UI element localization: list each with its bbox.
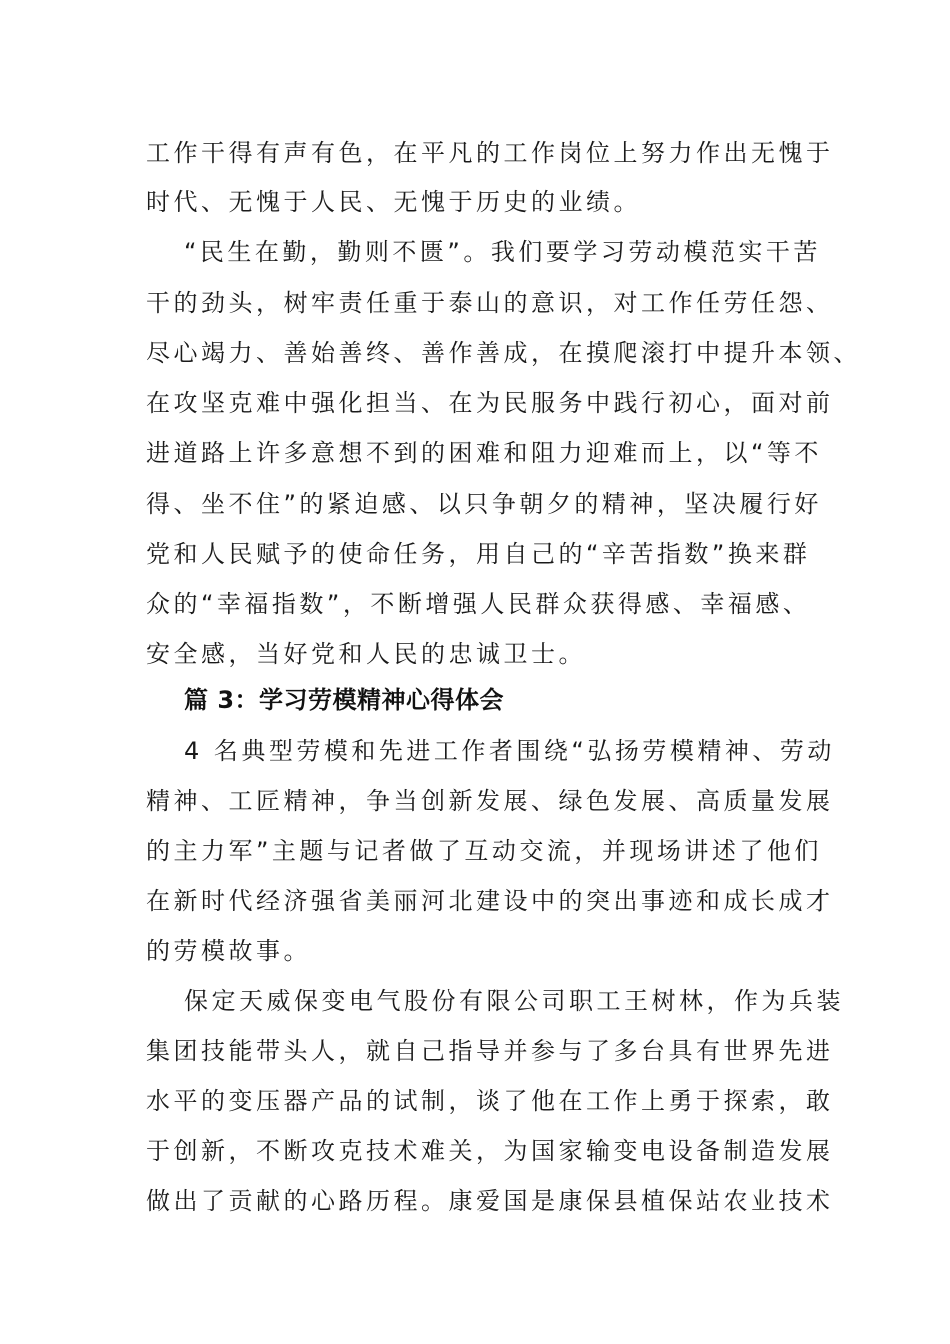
text-line: 集团技能带头人，就自己指导并参与了多台具有世界先进 xyxy=(146,1037,834,1065)
text-line: 精神、工匠精神，争当创新发展、绿色发展、高质量发展 xyxy=(146,787,834,815)
text-line: 的主力军”主题与记者做了互动交流，并现场讲述了他们 xyxy=(146,837,822,865)
text-line: 党和人民赋予的使命任务，用自己的“辛苦指数”换来群 xyxy=(146,540,811,568)
paragraph-start-line: “民生在勤，勤则不匮”。我们要学习劳动模范实干苦 xyxy=(184,238,821,266)
text-line: 在新时代经济强省美丽河北建设中的突出事迹和成长成才 xyxy=(146,887,834,915)
text-line: 的劳模故事。 xyxy=(146,937,311,965)
text-line: 进道路上许多意想不到的困难和阻力迎难而上，以“等不 xyxy=(146,439,822,467)
text-line: 水平的变压器产品的试制，谈了他在工作上勇于探索，敢 xyxy=(146,1087,834,1115)
section-heading: 篇 3：学习劳模精神心得体会 xyxy=(184,686,505,714)
paragraph-start-line: 4 名典型劳模和先进工作者围绕“弘扬劳模精神、劳动 xyxy=(184,737,835,765)
text-line: 时代、无愧于人民、无愧于历史的业绩。 xyxy=(146,188,641,216)
text-line: 于创新，不断攻克技术难关，为国家输变电设备制造发展 xyxy=(146,1137,834,1165)
text-line: 做出了贡献的心路历程。康爱国是康保县植保站农业技术 xyxy=(146,1187,834,1215)
text-line: 尽心竭力、善始善终、善作善成，在摸爬滚打中提升本领、 xyxy=(146,339,861,367)
text-line: 众的“幸福指数”，不断增强人民群众获得感、幸福感、 xyxy=(146,590,811,618)
text-line: 工作干得有声有色，在平凡的工作岗位上努力作出无愧于 xyxy=(146,139,834,167)
text-line: 得、坐不住”的紧迫感、以只争朝夕的精神，坚决履行好 xyxy=(146,490,822,518)
text-line: 在攻坚克难中强化担当、在为民服务中践行初心，面对前 xyxy=(146,389,834,417)
paragraph-start-line: 保定天威保变电气股份有限公司职工王树林，作为兵装 xyxy=(184,987,844,1015)
text-line: 干的劲头，树牢责任重于泰山的意识，对工作任劳任怨、 xyxy=(146,289,834,317)
text-line: 安全感，当好党和人民的忠诚卫士。 xyxy=(146,640,586,668)
